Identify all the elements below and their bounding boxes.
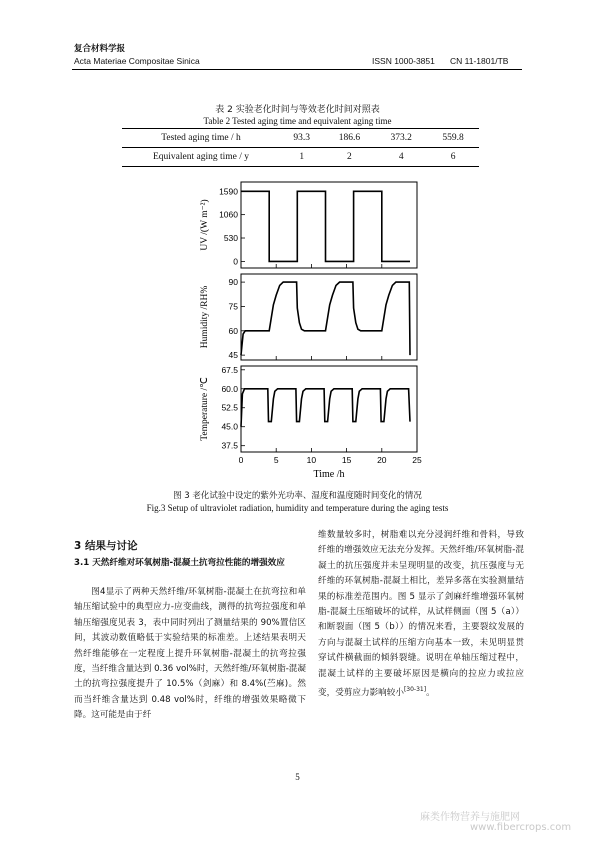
series-line: [241, 389, 410, 427]
x-tick-label: 0: [238, 455, 244, 465]
figure-caption-en: Fig.3 Setup of ultraviolet radiation, humidity and temperature during the aging tests: [146, 503, 449, 513]
paragraph-text: 维数量较多时，树脂难以充分浸润纤维和骨料，导致纤维的增强效应无法充分发挥。天然纤维/环氧树脂-混凝土的抗压强度并未呈现明显的改变，抗压强度与无纤维的环氧树脂-混凝土相比，差异多落在实验测量结果的标准差范围内。图 5 显示了剑麻纤维增强环氧树脂-混凝土压缩破坏的试样，从试样侧面（图 5（a））和断裂面（图 5（b））的情况来看，主要裂纹发展的方向与混凝土试样的压缩方向基本一致，未见明显贯穿试件横截面的倾斜裂缝。说明在单轴压缩过程中，混凝土试样的主要破坏原因是横向的拉应力或拉应变，受剪应力影响较小: [318, 530, 524, 698]
body-text-left: [74, 585, 306, 724]
header-rule: [72, 69, 522, 70]
table-cell: 373.2: [375, 129, 427, 148]
y-tick-label: 530: [223, 233, 238, 244]
y-tick-label: 1060: [219, 209, 238, 220]
x-tick-label: 25: [412, 455, 422, 465]
y-tick-label: 1590: [219, 186, 238, 197]
table-row-label: Tested aging time / h: [122, 129, 280, 148]
plot-frame: [241, 182, 417, 268]
watermark-text: 麻类作物营养与施肥网: [420, 812, 520, 823]
table-row: [122, 129, 479, 148]
series-line: [241, 282, 410, 355]
table-cell: 2: [323, 148, 375, 167]
journal-title-cn: 复合材料学报: [74, 44, 126, 54]
x-tick-label: 5: [273, 455, 279, 465]
y-axis-label: Humidity /RH%: [200, 285, 210, 349]
citation: [30-31]: [403, 686, 427, 694]
y-tick-label: 45: [228, 350, 238, 361]
y-tick-label: 52.5: [221, 402, 238, 413]
x-tick-label: 10: [306, 455, 317, 465]
paragraph-end: 。: [426, 687, 435, 698]
y-tick-label: 37.5: [221, 440, 238, 451]
table-cell: 1: [280, 148, 323, 167]
body-text-right: [318, 528, 524, 701]
x-tick-label: 15: [341, 455, 352, 465]
subsection-title: 3.1 天然纤维对环氧树脂-混凝土抗弯拉性能的增强效应: [74, 558, 285, 568]
cn-number: CN 11-1801/TB: [450, 56, 509, 66]
y-tick-label: 75: [228, 301, 238, 312]
y-tick-label: 67.5: [221, 364, 238, 375]
x-axis-label: Time /h: [313, 469, 345, 480]
table-cell: 4: [375, 148, 427, 167]
table-cell: 186.6: [323, 129, 375, 148]
journal-title-en: Acta Materiae Compositae Sinica: [74, 56, 200, 66]
table-caption-cn: 表 2 实验老化时间与等效老化时间对照表: [215, 105, 380, 115]
table-cell: 6: [427, 148, 479, 167]
table-row-label: Equivalent aging time / y: [122, 148, 280, 167]
issn: ISSN 1000-3851: [372, 56, 435, 66]
y-axis-label: UV /(W m⁻²): [200, 199, 210, 251]
y-tick-label: 60.0: [221, 383, 238, 394]
section-title: 3 结果与讨论: [74, 540, 138, 552]
paragraph: [318, 528, 524, 701]
page-number: 5: [295, 772, 300, 782]
plot-frame: [241, 274, 417, 360]
table-cell: 93.3: [280, 129, 323, 148]
aging-setup-figure: [195, 180, 425, 485]
y-axis-label: Temperature /℃: [200, 377, 210, 441]
watermark-url: www.fibercrops.com: [470, 822, 572, 833]
y-tick-label: 45.0: [221, 421, 238, 432]
figure-caption-cn: 图 3 老化试验中设定的紫外光功率、湿度和温度随时间变化的情况: [173, 491, 422, 501]
x-tick-label: 20: [377, 455, 387, 465]
aging-time-table: [122, 128, 479, 167]
y-tick-label: 60: [228, 325, 238, 336]
table-caption-en: Table 2 Tested aging time and equivalent aging time: [203, 116, 392, 126]
table-row: [122, 148, 479, 167]
y-tick-label: 90: [228, 277, 238, 288]
paragraph: 图4显示了两种天然纤维/环氧树脂-混凝土在抗弯拉和单轴压缩试验中的典型应力-应变曲线，测得的抗弯拉强度和单轴压缩强度见表 3，表中同时列出了测量结果的 90%置信区间，其波动数值略低于实验结果的标准差。上述结果表明天然纤维能够在一定程度上提升环氧树脂-混凝土的抗弯拉强度，当纤维含量达到 0.36 vol%时，天然纤维/环氧树脂-混凝土的抗弯拉强度提升了 10.5%（剑麻）和 8.4%(苎麻)。然而当纤维含量达到 0.48 vol%时，纤维的增强效果略微下降。这可能是由于纤: [74, 587, 306, 721]
series-line: [241, 191, 410, 261]
table-cell: 559.8: [427, 129, 479, 148]
y-tick-label: 0: [233, 256, 238, 267]
